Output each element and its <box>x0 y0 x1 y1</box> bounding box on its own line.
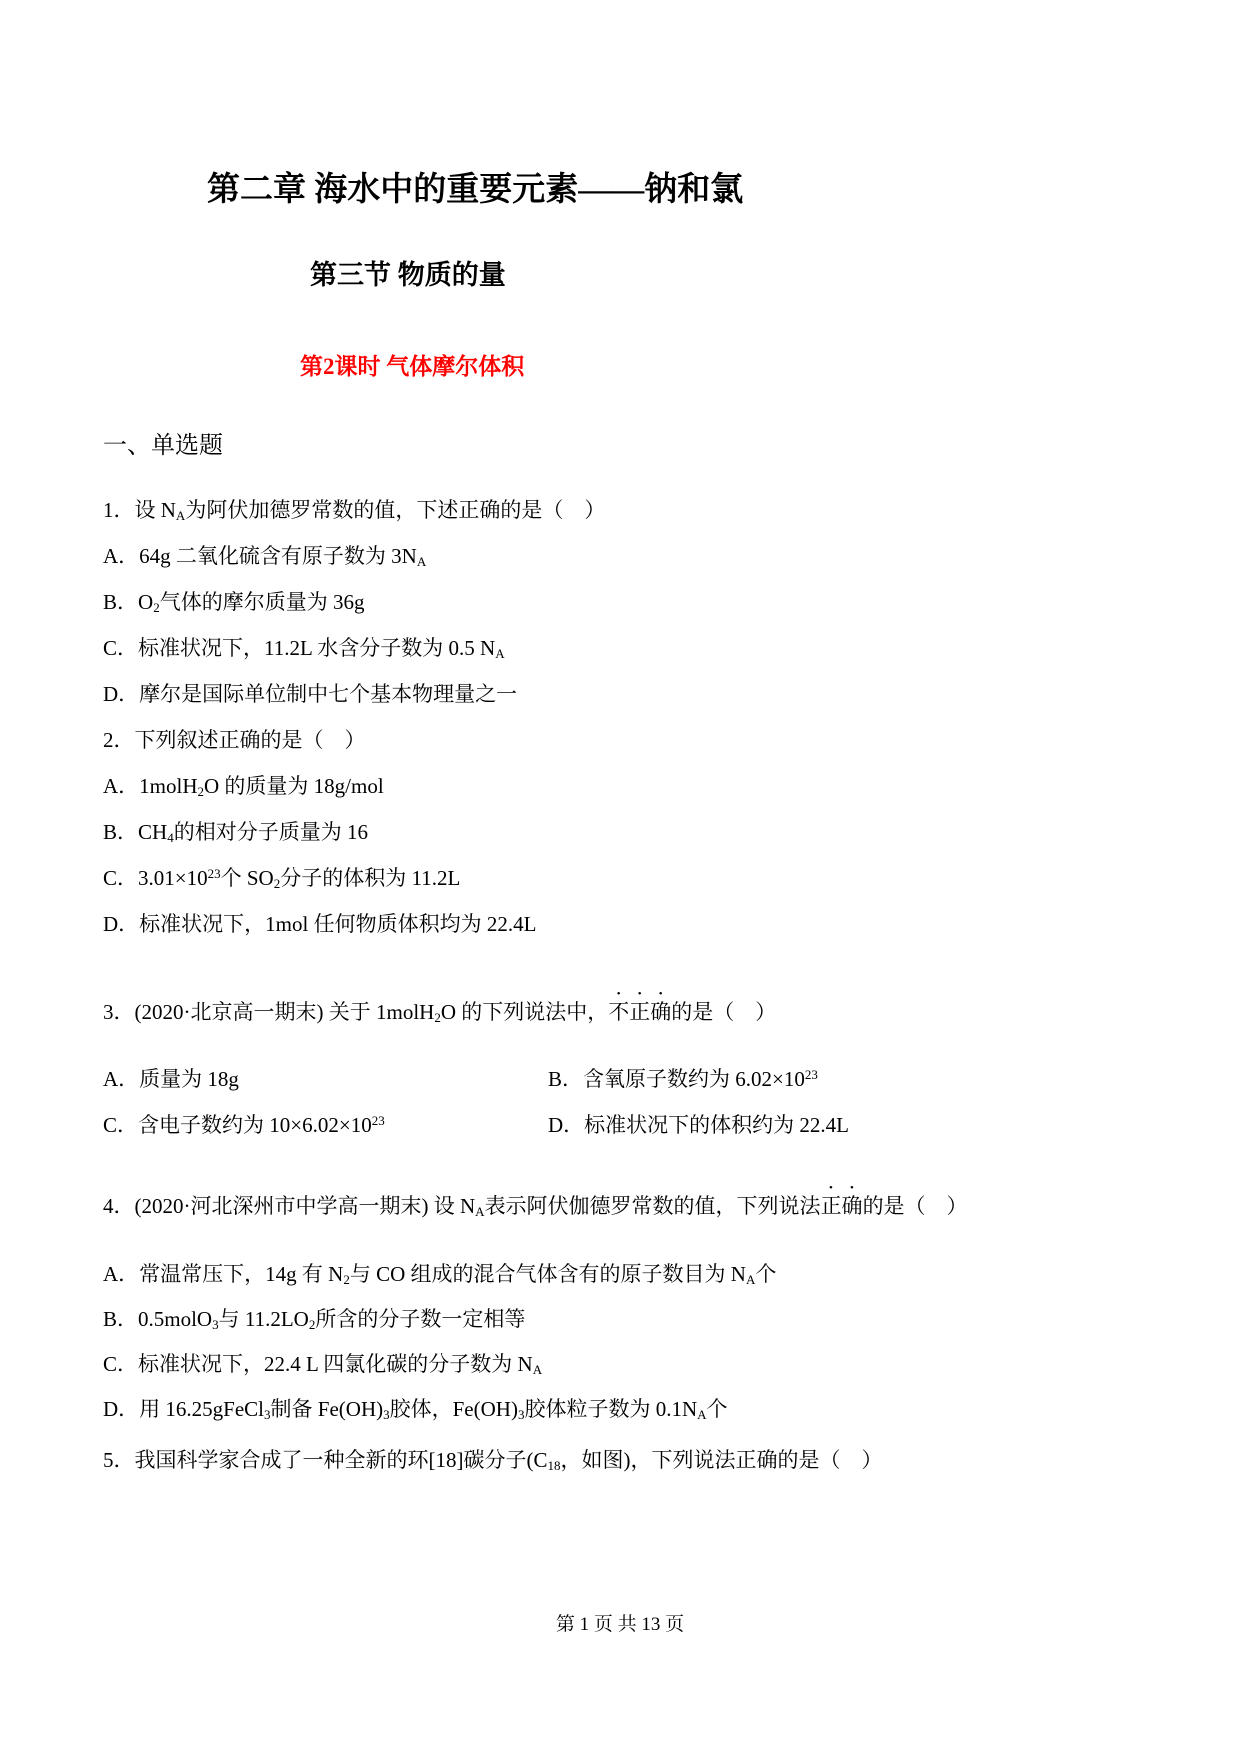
question-3-option-c: C．含电子数约为 $10\times 6.02\times 10^{23}$ <box>103 1112 385 1137</box>
question-1-option-c: C．标准状况下，11.2L 水含分子数为 0.5 $N_A$ <box>103 636 505 661</box>
question-3-option-d: D．标准状况下的体积约为 22.4L <box>548 1113 849 1137</box>
question-2-option-b: B．$CH_4$的相对分子质量为 16 <box>103 820 368 845</box>
question-2-stem: 2．下列叙述正确的是（ ） <box>103 728 366 752</box>
question-4-option-c: C．标准状况下，22.4 L 四氯化碳的分子数为 $N_A$ <box>103 1352 543 1377</box>
question-2-option-d: D．标准状况下，1mol 任何物质体积均为 22.4L <box>103 912 537 936</box>
question-1-option-a: A．64g 二氧化硫含有原子数为 $3N_A$ <box>103 544 427 569</box>
chapter-title: 第二章 海水中的重要元素——钠和氯 <box>207 172 744 208</box>
section-title: 第三节 物质的量 <box>310 260 506 290</box>
question-1-option-d: D．摩尔是国际单位制中七个基本物理量之一 <box>103 682 518 706</box>
question-4-option-d: D．用 16.25gFeCl$_3$制备 $Fe(OH)_3$胶体，$Fe(OH)_3$胶体粒子数为 $0.1N_A$个 <box>103 1397 728 1422</box>
question-5-stem: 5．我国科学家合成了一种全新的环[18]碳分子($C_{18}$，如图)，下列说法正确的是（ ） <box>103 1448 883 1473</box>
question-3-options <box>103 1066 1150 1139</box>
lesson-title: 第2课时 气体摩尔体积 <box>300 354 525 379</box>
question-2-option-c: C．$3.01\times 10^{23}$个 $SO_2$分子的体积为 11.2L <box>103 865 461 891</box>
question-3-option-a: A．质量为 18g <box>103 1067 239 1091</box>
question-4-option-a: A．常温常压下，14g 有 $N_2$与 CO 组成的混合气体含有的原子数目为 $N_A$个 <box>103 1262 777 1287</box>
question-3-option-b: B．含氧原子数约为 $6.02\times 10^{23}$ <box>548 1066 818 1091</box>
part-heading: 一、单选题 <box>103 433 223 459</box>
question-2-option-a: A．1molH$_2$O 的质量为 18g/mol <box>103 774 384 799</box>
question-1-stem: 1．设 $N_A$为阿伏加德罗常数的值，下述正确的是（ ） <box>103 498 606 523</box>
question-4-option-b: B．0.5molO$_3$与 $11.2LO_2$所含的分子数一定相等 <box>103 1307 526 1332</box>
question-3-stem: 3．(2020·北京高一期末) 关于 1molH$_2$O 的下列说法中，不正确的是（ ） <box>103 1000 777 1025</box>
page-footer: 第 1 页 共 13 页 <box>555 1614 685 1635</box>
question-1-option-b: B．$O_2$气体的摩尔质量为 36g <box>103 590 365 615</box>
question-4-stem: 4．(2020·河北深州市中学高一期末) 设 $N_A$表示阿伏伽德罗常数的值，下列说法正确的是（ ） <box>103 1194 968 1219</box>
